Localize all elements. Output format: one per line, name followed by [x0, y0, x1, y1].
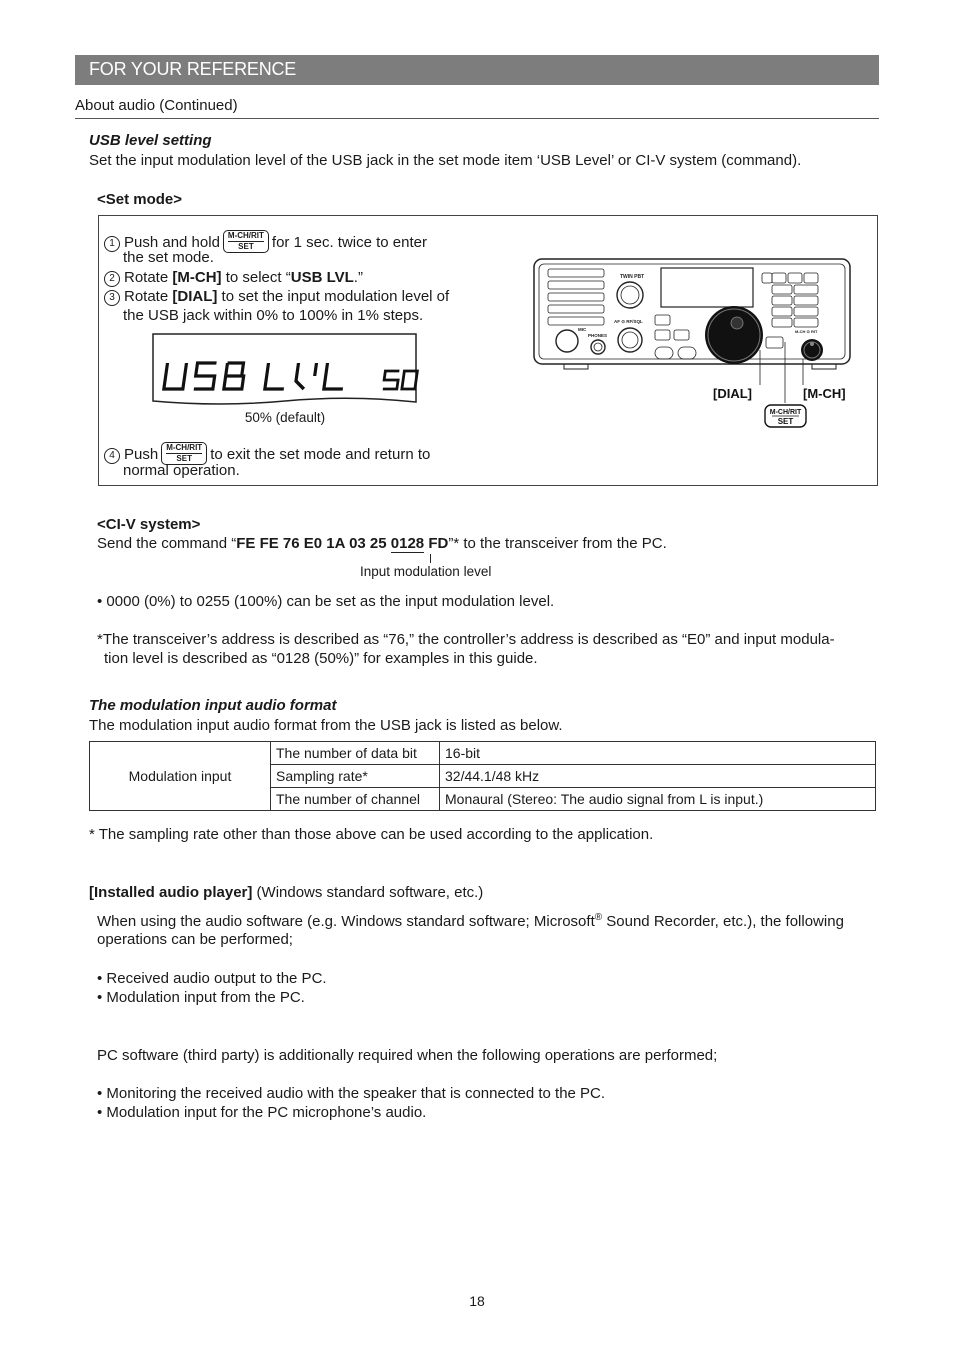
table-value-cell: 32/44.1/48 kHz [440, 765, 876, 788]
player-bullet-1: • Received audio output to the PC. [97, 970, 327, 987]
step-3: 3 Rotate [DIAL] to set the input modulation level of [104, 288, 449, 306]
table-label-cell: The number of data bit [271, 742, 440, 765]
lcd-caption: 50% (default) [244, 410, 326, 425]
page-number: 18 [469, 1293, 485, 1309]
divider [75, 118, 879, 119]
civ-note-2: tion level is described as “0128 (50%)” for examples in this guide. [104, 650, 538, 667]
dial-label: [DIAL] [713, 386, 752, 401]
section-header-bar [75, 55, 879, 85]
usb-level-heading: USB level setting [89, 132, 212, 149]
civ-command-line: Send the command “FE FE 76 E0 1A 03 25 0128 FD”* to the transceiver from the PC. [97, 535, 667, 552]
section-header-title: FOR YOUR REFERENCE [89, 59, 297, 79]
mch-rit-set-key-icon: M-CH/RIT SET [223, 230, 269, 253]
player-heading: [Installed audio player] (Windows standard software, etc.) [89, 884, 484, 901]
format-intro: The modulation input audio format from the USB jack is listed as below. [89, 717, 563, 734]
player-para-1-cont: operations can be performed; [97, 931, 293, 948]
format-table [89, 741, 876, 811]
format-heading: The modulation input audio format [89, 697, 337, 714]
civ-note-1: *The transceiver’s address is described as “76,” the controller’s address is described as “E0” and input modula- [97, 631, 835, 648]
svg-text:SET: SET [777, 417, 794, 426]
step-4: 4 Push M-CH/RIT SET to exit the set mode and return to [104, 442, 430, 465]
player-para-1: When using the audio software (e.g. Windows standard software; Microsoft® Sound Recorder, etc.), the following [97, 912, 844, 930]
step-number-2: 2 [104, 271, 120, 287]
lcd-frame-icon [150, 331, 420, 407]
player-bullet-3: • Monitoring the received audio with the speaker that is connected to the PC. [97, 1085, 606, 1102]
player-bullet-4: • Modulation input for the PC microphone’s audio. [97, 1104, 427, 1121]
player-para-2: PC software (third party) is additionally required when the following operations are performed; [97, 1047, 718, 1064]
svg-text:PHONES: PHONES [588, 333, 608, 338]
table-value-cell: 16-bit [440, 742, 876, 765]
svg-text:M-CH ⊙ RIT: M-CH ⊙ RIT [795, 329, 818, 334]
table-label-cell: Sampling rate* [271, 765, 440, 788]
step-1: 1 Push and hold M-CH/RIT SET for 1 sec. twice to enter [104, 230, 427, 253]
section-subtitle: About audio (Continued) [75, 97, 238, 114]
step-number-4: 4 [104, 448, 120, 464]
svg-text:M-CH/RIT: M-CH/RIT [769, 409, 802, 416]
step-1-cont: the set mode. [123, 249, 214, 266]
step-2: 2 Rotate [M-CH] to select “USB LVL.” [104, 269, 363, 287]
transceiver-front-panel-icon [530, 255, 855, 430]
step-number-1: 1 [104, 236, 120, 252]
table-group-cell: Modulation input [90, 742, 271, 811]
table-row [90, 742, 876, 765]
civ-level-value: 0128 [390, 535, 425, 552]
table-label-cell: The number of channel [271, 788, 440, 811]
table-value-cell: Monaural (Stereo: The audio signal from L is input.) [440, 788, 876, 811]
civ-bullet: • 0000 (0%) to 0255 (100%) can be set as the input modulation level. [97, 593, 555, 610]
lcd-display [150, 331, 420, 407]
mch-label: [M-CH] [803, 386, 846, 401]
svg-text:AF ⊙ RF/SQL: AF ⊙ RF/SQL [614, 319, 643, 324]
svg-text:MIC: MIC [578, 327, 587, 332]
step-3-cont: the USB jack within 0% to 100% in 1% steps. [123, 307, 424, 324]
transceiver-illustration [530, 255, 855, 430]
format-footnote: * The sampling rate other than those above can be used according to the application. [89, 826, 654, 843]
step-4-cont: normal operation. [123, 462, 240, 479]
player-bullet-2: • Modulation input from the PC. [97, 989, 305, 1006]
usb-level-intro: Set the input modulation level of the USB jack in the set mode item ‘USB Level’ or CI-V system (command). [89, 152, 802, 169]
civ-annotation: Input modulation level [360, 564, 492, 579]
mch-rit-set-key-icon: M-CH/RIT SET [161, 442, 207, 465]
svg-text:TWIN PBT: TWIN PBT [620, 274, 645, 280]
annotation-leader [430, 554, 431, 563]
set-mode-heading: <Set mode> [97, 191, 183, 208]
step-number-3: 3 [104, 290, 120, 306]
civ-heading: <CI-V system> [97, 516, 201, 533]
